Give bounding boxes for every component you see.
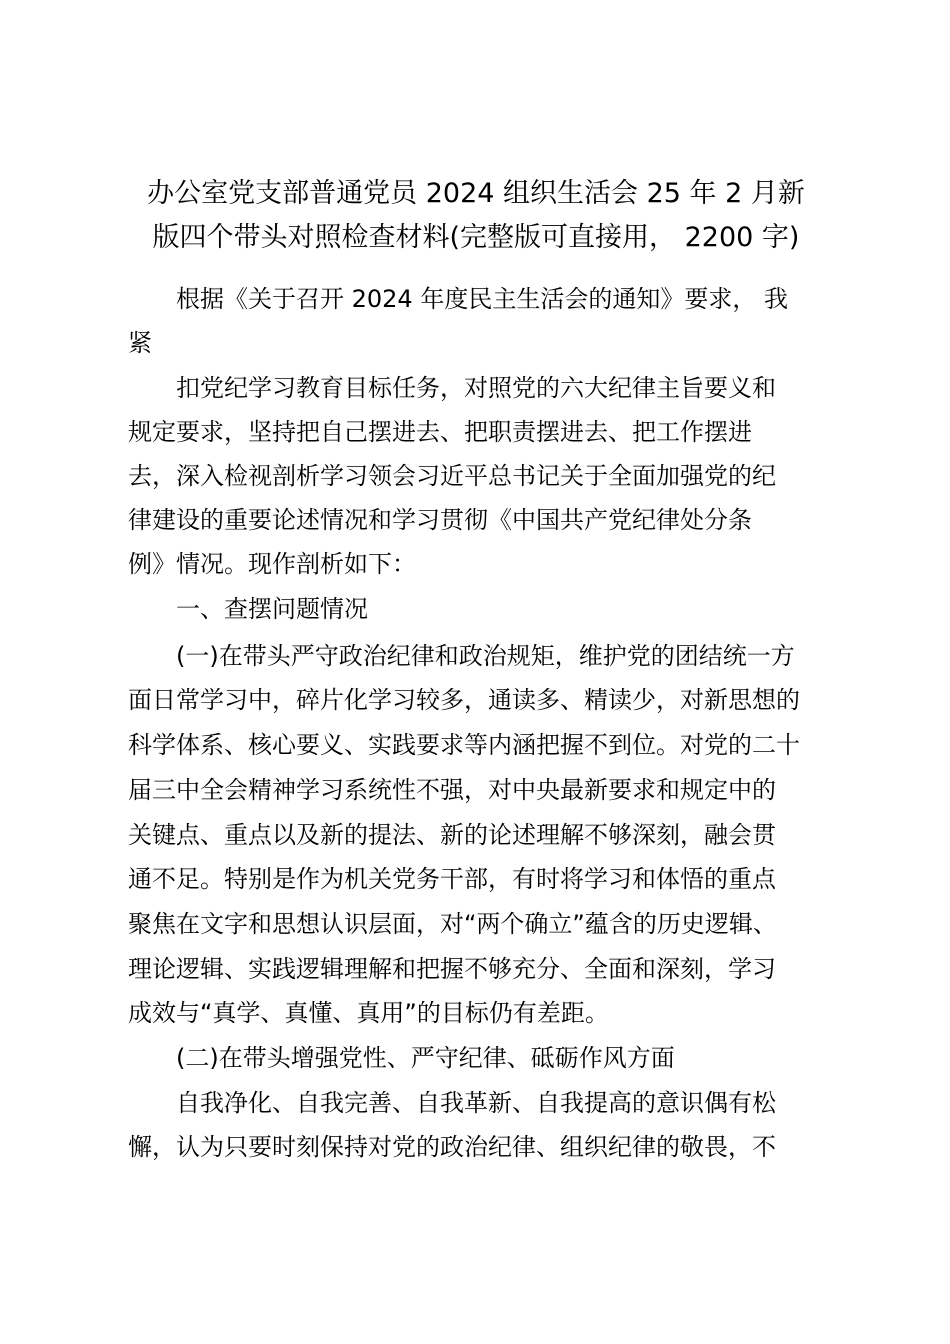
document-title (128, 172, 824, 260)
body-line: 理论逻辑、实践逻辑理解和把握不够充分、全面和深刻，学习 (128, 955, 776, 983)
body-line: 科学体系、核心要义、实践要求等内涵把握不到位。对党的二十 (128, 731, 800, 759)
body-line: 面日常学习中，碎片化学习较多，通读多、精读少，对新思想的 (128, 686, 800, 714)
body-line: 例》情况。现作剖析如下： (128, 550, 416, 578)
body-line: 懈，认为只要时刻保持对党的政治纪律、组织纪律的敬畏，不 (128, 1133, 776, 1161)
body-line: 紧 (128, 329, 152, 357)
title-line: 办公室党支部普通党员 2024 组织生活会 25 年 2 月新 (147, 178, 805, 209)
section-heading: 一、查摆问题情况 (176, 595, 368, 623)
body-line: 届三中全会精神学习系统性不强，对中央最新要求和规定中的 (128, 776, 776, 804)
body-line: 聚焦在文字和思想认识层面，对“两个确立”蕴含的历史逻辑、 (128, 910, 777, 938)
body-line: 通不足。特别是作为机关党务干部，有时将学习和体悟的重点 (128, 865, 776, 893)
title-line: 版四个带头对照检查材料(完整版可直接用， 2200 字) (152, 222, 800, 253)
body-line: 根据《关于召开 2024 年度民主生活会的通知》要求， 我 (176, 285, 788, 313)
body-line: 扣党纪学习教育目标任务，对照党的六大纪律主旨要义和 (176, 374, 776, 402)
body-line: 关键点、重点以及新的提法、新的论述理解不够深刻，融会贯 (128, 821, 776, 849)
body-line: 律建设的重要论述情况和学习贯彻《中国共产党纪律处分条 (128, 506, 752, 534)
body-line: 自我净化、自我完善、自我革新、自我提高的意识偶有松 (176, 1089, 776, 1117)
body-line: 去，深入检视剖析学习领会习近平总书记关于全面加强党的纪 (128, 462, 776, 490)
body-line: 规定要求，坚持把自己摆进去、把职责摆进去、把工作摆进 (128, 418, 752, 446)
subsection-heading: (二)在带头增强党性、严守纪律、砥砺作风方面 (176, 1044, 675, 1072)
body-line: 成效与“真学、真懂、真用”的目标仍有差距。 (128, 999, 609, 1027)
subsection-heading: (一)在带头严守政治纪律和政治规矩，维护党的团结统一方 (176, 642, 795, 670)
